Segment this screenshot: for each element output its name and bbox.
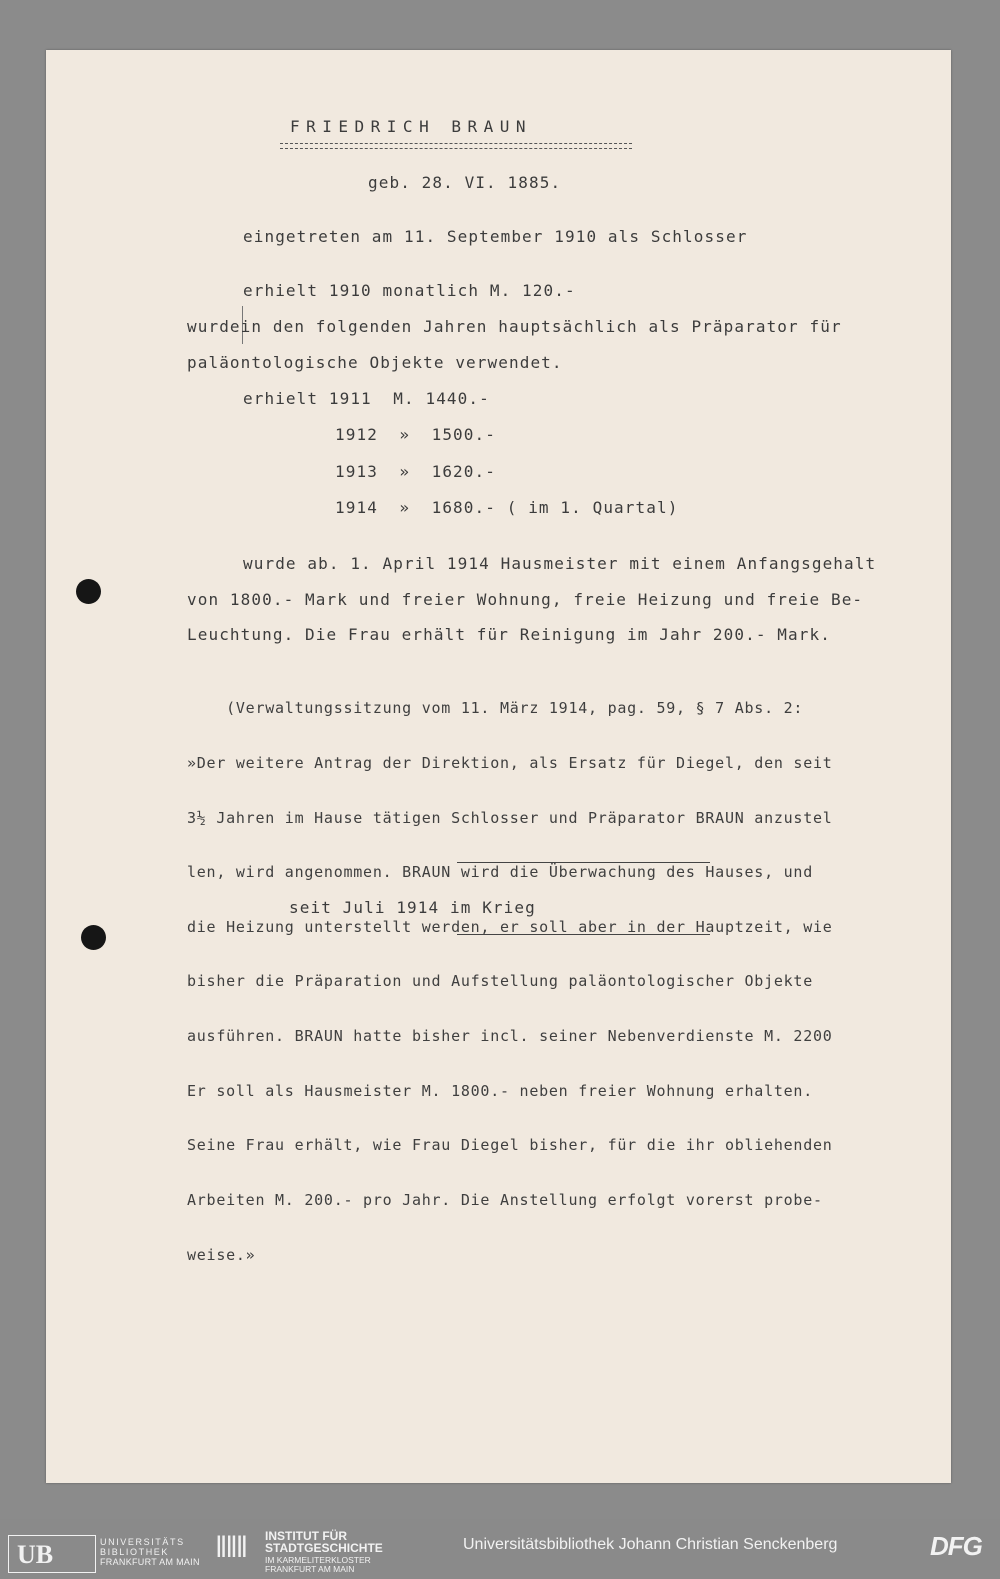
minutes-line: die Heizung unterstellt werden, er soll aber in der Hauptzeit, wie xyxy=(187,917,833,936)
ub-line: FRANKFURT AM MAIN xyxy=(100,1557,200,1567)
war-line: seit Juli 1914 im Krieg xyxy=(289,898,536,917)
caretaker-line-3: Leuchtung. Die Frau erhält für Reinigung im Jahr 200.- Mark. xyxy=(187,625,831,644)
minutes-line: weise.» xyxy=(187,1245,256,1264)
birth-date: geb. 28. VI. 1885. xyxy=(368,173,562,192)
minutes-line: ausführen. BRAUN hatte bisher incl. seiner Nebenverdienste M. 2200 xyxy=(187,1027,833,1046)
minutes-line: (Verwaltungssitzung vom 11. März 1914, pag. 59, § 7 Abs. 2: xyxy=(187,699,804,718)
duties-line-1: wurdein den folgenden Jahren hauptsächlich als Präparator für xyxy=(187,317,842,336)
ub-line: BIBLIOTHEK xyxy=(100,1547,170,1557)
entry-line: eingetreten am 11. September 1910 als Schlosser xyxy=(243,227,748,246)
minutes-line: bisher die Präparation und Aufstellung paläontologischer Objekte xyxy=(187,972,813,991)
salary-row: 1912 » 1500.- xyxy=(335,425,496,444)
salary-1910-line: erhielt 1910 monatlich M. 120.- xyxy=(243,281,576,300)
ub-logo[interactable] xyxy=(8,1527,208,1571)
salary-row: erhielt 1911 M. 1440.- xyxy=(243,389,490,408)
separator-rule xyxy=(457,862,710,863)
ub-mark: UB xyxy=(17,1540,54,1569)
isg-line: FRANKFURT AM MAIN xyxy=(265,1564,355,1574)
isg-logo-subtitle xyxy=(265,1556,371,1574)
separator-rule xyxy=(457,934,710,935)
punch-hole xyxy=(81,925,106,950)
library-name: Universitätsbibliothek Johann Christian Senckenberg xyxy=(463,1536,838,1553)
caretaker-line-1: wurde ab. 1. April 1914 Hausmeister mit einem Anfangsgehalt xyxy=(243,554,877,573)
dfg-logo[interactable]: DFG xyxy=(930,1531,982,1561)
document-title: FRIEDRICH BRAUN xyxy=(290,117,532,136)
minutes-line: Er soll als Hausmeister M. 1800.- neben freier Wohnung erhalten. xyxy=(187,1081,813,1100)
ub-logo-text xyxy=(100,1537,200,1567)
minutes-line: »Der weitere Antrag der Direktion, als Ersatz für Diegel, den seit xyxy=(187,754,833,773)
isg-line: IM KARMELITERKLOSTER xyxy=(265,1555,371,1565)
minutes-line: Arbeiten M. 200.- pro Jahr. Die Anstellung erfolgt vorerst probe- xyxy=(187,1190,823,1209)
isg-logo-title xyxy=(265,1530,383,1554)
columns-icon: ‖‖‖ xyxy=(215,1531,247,1564)
isg-line: STADTGESCHICHTE xyxy=(265,1541,383,1555)
punch-hole xyxy=(76,579,101,604)
title-double-underline xyxy=(280,143,632,149)
caretaker-line-2: von 1800.- Mark und freier Wohnung, freie Heizung und freie Be- xyxy=(187,590,864,609)
isg-line: INSTITUT FÜR xyxy=(265,1529,347,1543)
ub-logo-box xyxy=(8,1535,96,1573)
salary-row: 1914 » 1680.- ( im 1. Quartal) xyxy=(335,498,679,517)
minutes-line: 3½ Jahren im Hause tätigen Schlosser und Präparator BRAUN anzustel xyxy=(187,808,833,827)
duties-line-2: paläontologische Objekte verwendet. xyxy=(187,353,563,372)
minutes-quote xyxy=(187,663,833,1282)
isg-logo[interactable] xyxy=(215,1527,445,1574)
minutes-line: len, wird angenommen. BRAUN wird die Überwachung des Hauses, und xyxy=(187,863,813,882)
footer-bar xyxy=(0,1519,1000,1579)
minutes-line: Seine Frau erhält, wie Frau Diegel bisher, für die ihr obliehenden xyxy=(187,1136,833,1155)
ub-line: UNIVERSITÄTS xyxy=(100,1537,185,1547)
salary-row: 1913 » 1620.- xyxy=(335,462,496,481)
